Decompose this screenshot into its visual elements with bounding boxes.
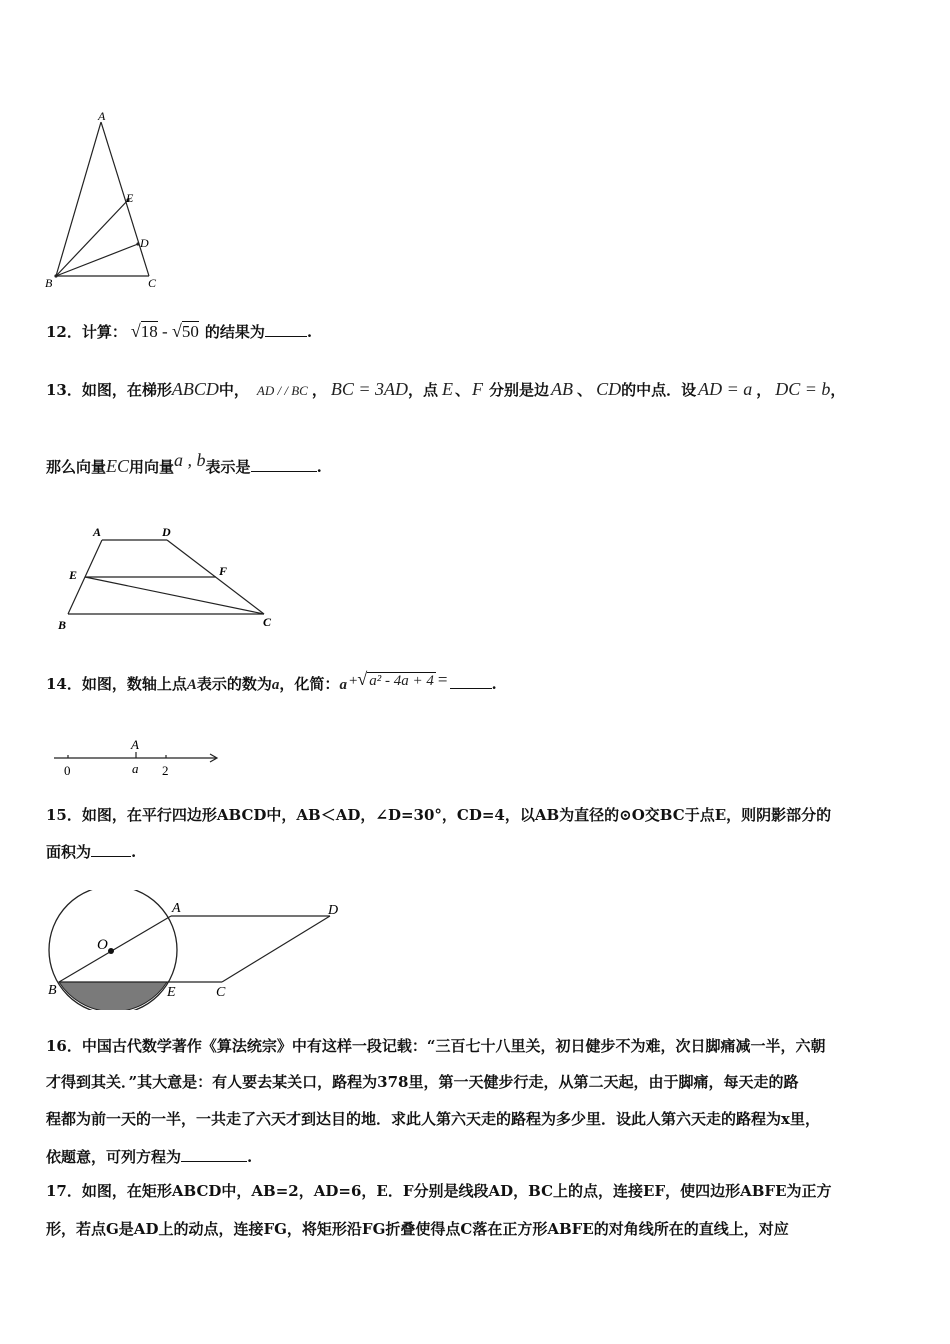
text: 、 [455,381,471,399]
text: ，化简： [279,675,340,693]
question-number: 13． [46,381,82,399]
question-14: 14．如图，数轴上点A表示的数为a，化简：a +√ a² - 4a + 4 = . [46,669,497,693]
math-ab: AB [551,379,574,399]
math-a-var: a [271,677,280,693]
label-b: B [45,276,53,290]
period: . [306,323,313,341]
label-a: A [172,901,181,916]
tick-label-2: 2 [162,763,169,778]
figure-triangle-abc [40,110,170,290]
text: 面积为 [46,843,92,861]
question-17: 17．如图，在矩形ABCD中，AB=2，AD=6，E．F分别是线段AD，BC上的点，连接EF，使四边形ABFE为正方 [46,1182,832,1200]
label-o: O [97,937,108,953]
label-c: C [216,985,226,1000]
label-c: C [148,276,157,290]
period: . [491,675,497,693]
period: . [316,458,322,476]
text: 如图，在梯形 [81,381,172,399]
question-16-line-3: 程都为前一天的一半，一共走了六天才到达目的地．求此人第六天走的路程为多少里．设此人第六天走的路程为x里， [46,1110,820,1128]
plus-sign: + [348,673,358,689]
question-16-line-2: 才得到其关．”其大意是：有人要去某关口，路程为378里，第一天健步行走，从第二天起，由于脚痛，每天走的路 [46,1073,799,1091]
answer-blank[interactable] [450,688,492,689]
label-a: A [98,110,106,123]
label-e: E [126,191,134,205]
label-d: D [328,903,339,918]
label-b: B [58,618,67,632]
answer-blank[interactable] [251,471,317,472]
math-abcd: ABCD [171,379,219,399]
math-f: F [472,379,484,399]
text: ，点 [408,381,439,399]
question-17-line-2: 形，若点G是AD上的动点，连接FG，将矩形沿FG折叠使得点C落在正方形ABFE的对角线所在的直线上，对应 [46,1220,789,1238]
label-e: E [69,568,78,582]
math-dc-eq: DC = b [775,379,831,399]
tick-label-a: a [132,761,139,776]
text: 依题意，可列方程为 [46,1148,182,1166]
question-number: 14． [46,675,82,693]
figure-trapezoid [50,522,290,637]
math-cd: CD [596,379,622,399]
math-ad-eq: AD = a [698,379,753,399]
question-16: 16．中国古代数学著作《算法统宗》中有这样一段记载：“三百七十八里关，初日健步不为难，次日脚痛减一半，六朝 [46,1037,826,1055]
label-f: F [219,564,228,578]
question-15-line-2 [46,841,136,863]
text: 表示的数为 [196,675,272,693]
math-a-point: A [186,677,197,693]
text: 分别是边 [489,381,550,399]
point-label-a: A [131,737,139,752]
text: 用向量 [129,458,175,476]
text: 表示是 [205,458,251,476]
q12-suffix: 的结果为 [204,323,265,341]
question-13 [46,378,845,402]
text: ， [311,381,327,399]
answer-blank[interactable] [91,856,131,857]
figure-number-line [50,735,225,780]
label-b: B [48,983,57,998]
question-12 [46,320,312,343]
label-d: D [162,525,171,539]
question-16-line-4 [46,1146,252,1168]
label-e: E [167,985,176,1000]
label-d: D [140,236,149,250]
equals-sign: = [437,670,448,689]
tick-label-0: 0 [64,763,71,778]
math-bc-eq: BC = 3AD [330,379,408,399]
figure-circle-parallelogram [40,890,360,1010]
q12-prefix: 计算： [81,323,127,341]
question-number: 12． [46,323,82,341]
text: ， [830,381,846,399]
radicand-expression: a² - 4a + 4 [369,673,434,689]
answer-blank[interactable] [265,336,307,337]
label-a: A [93,525,102,539]
text: ， [756,381,772,399]
period: . [131,843,137,861]
question-13-line-2 [46,450,322,478]
math-parallel: AD / / BC [256,383,308,398]
math-expr-a: a [339,677,347,693]
math-e: E [442,379,454,399]
math-ec: EC [106,456,130,476]
radicand-18: 18 [140,322,158,341]
text: 、 [577,381,593,399]
sqrt-expression: √18 - √50 [130,321,199,341]
answer-blank[interactable] [181,1161,247,1162]
text: 中， [218,381,249,399]
text: 的中点．设 [621,381,697,399]
text: 如图，数轴上点 [81,675,187,693]
period: . [247,1148,253,1166]
text: 那么向量 [46,458,107,476]
label-c: C [263,615,272,629]
minus-sign: - [157,322,172,341]
radicand-50: 50 [181,322,199,341]
question-15: 15．如图，在平行四边形ABCD中，AB＜AD，∠D=30°，CD=4，以AB为直径的⊙O交BC于点E，则阴影部分的 [46,806,832,824]
math-ab-vectors: a , b [174,450,206,470]
